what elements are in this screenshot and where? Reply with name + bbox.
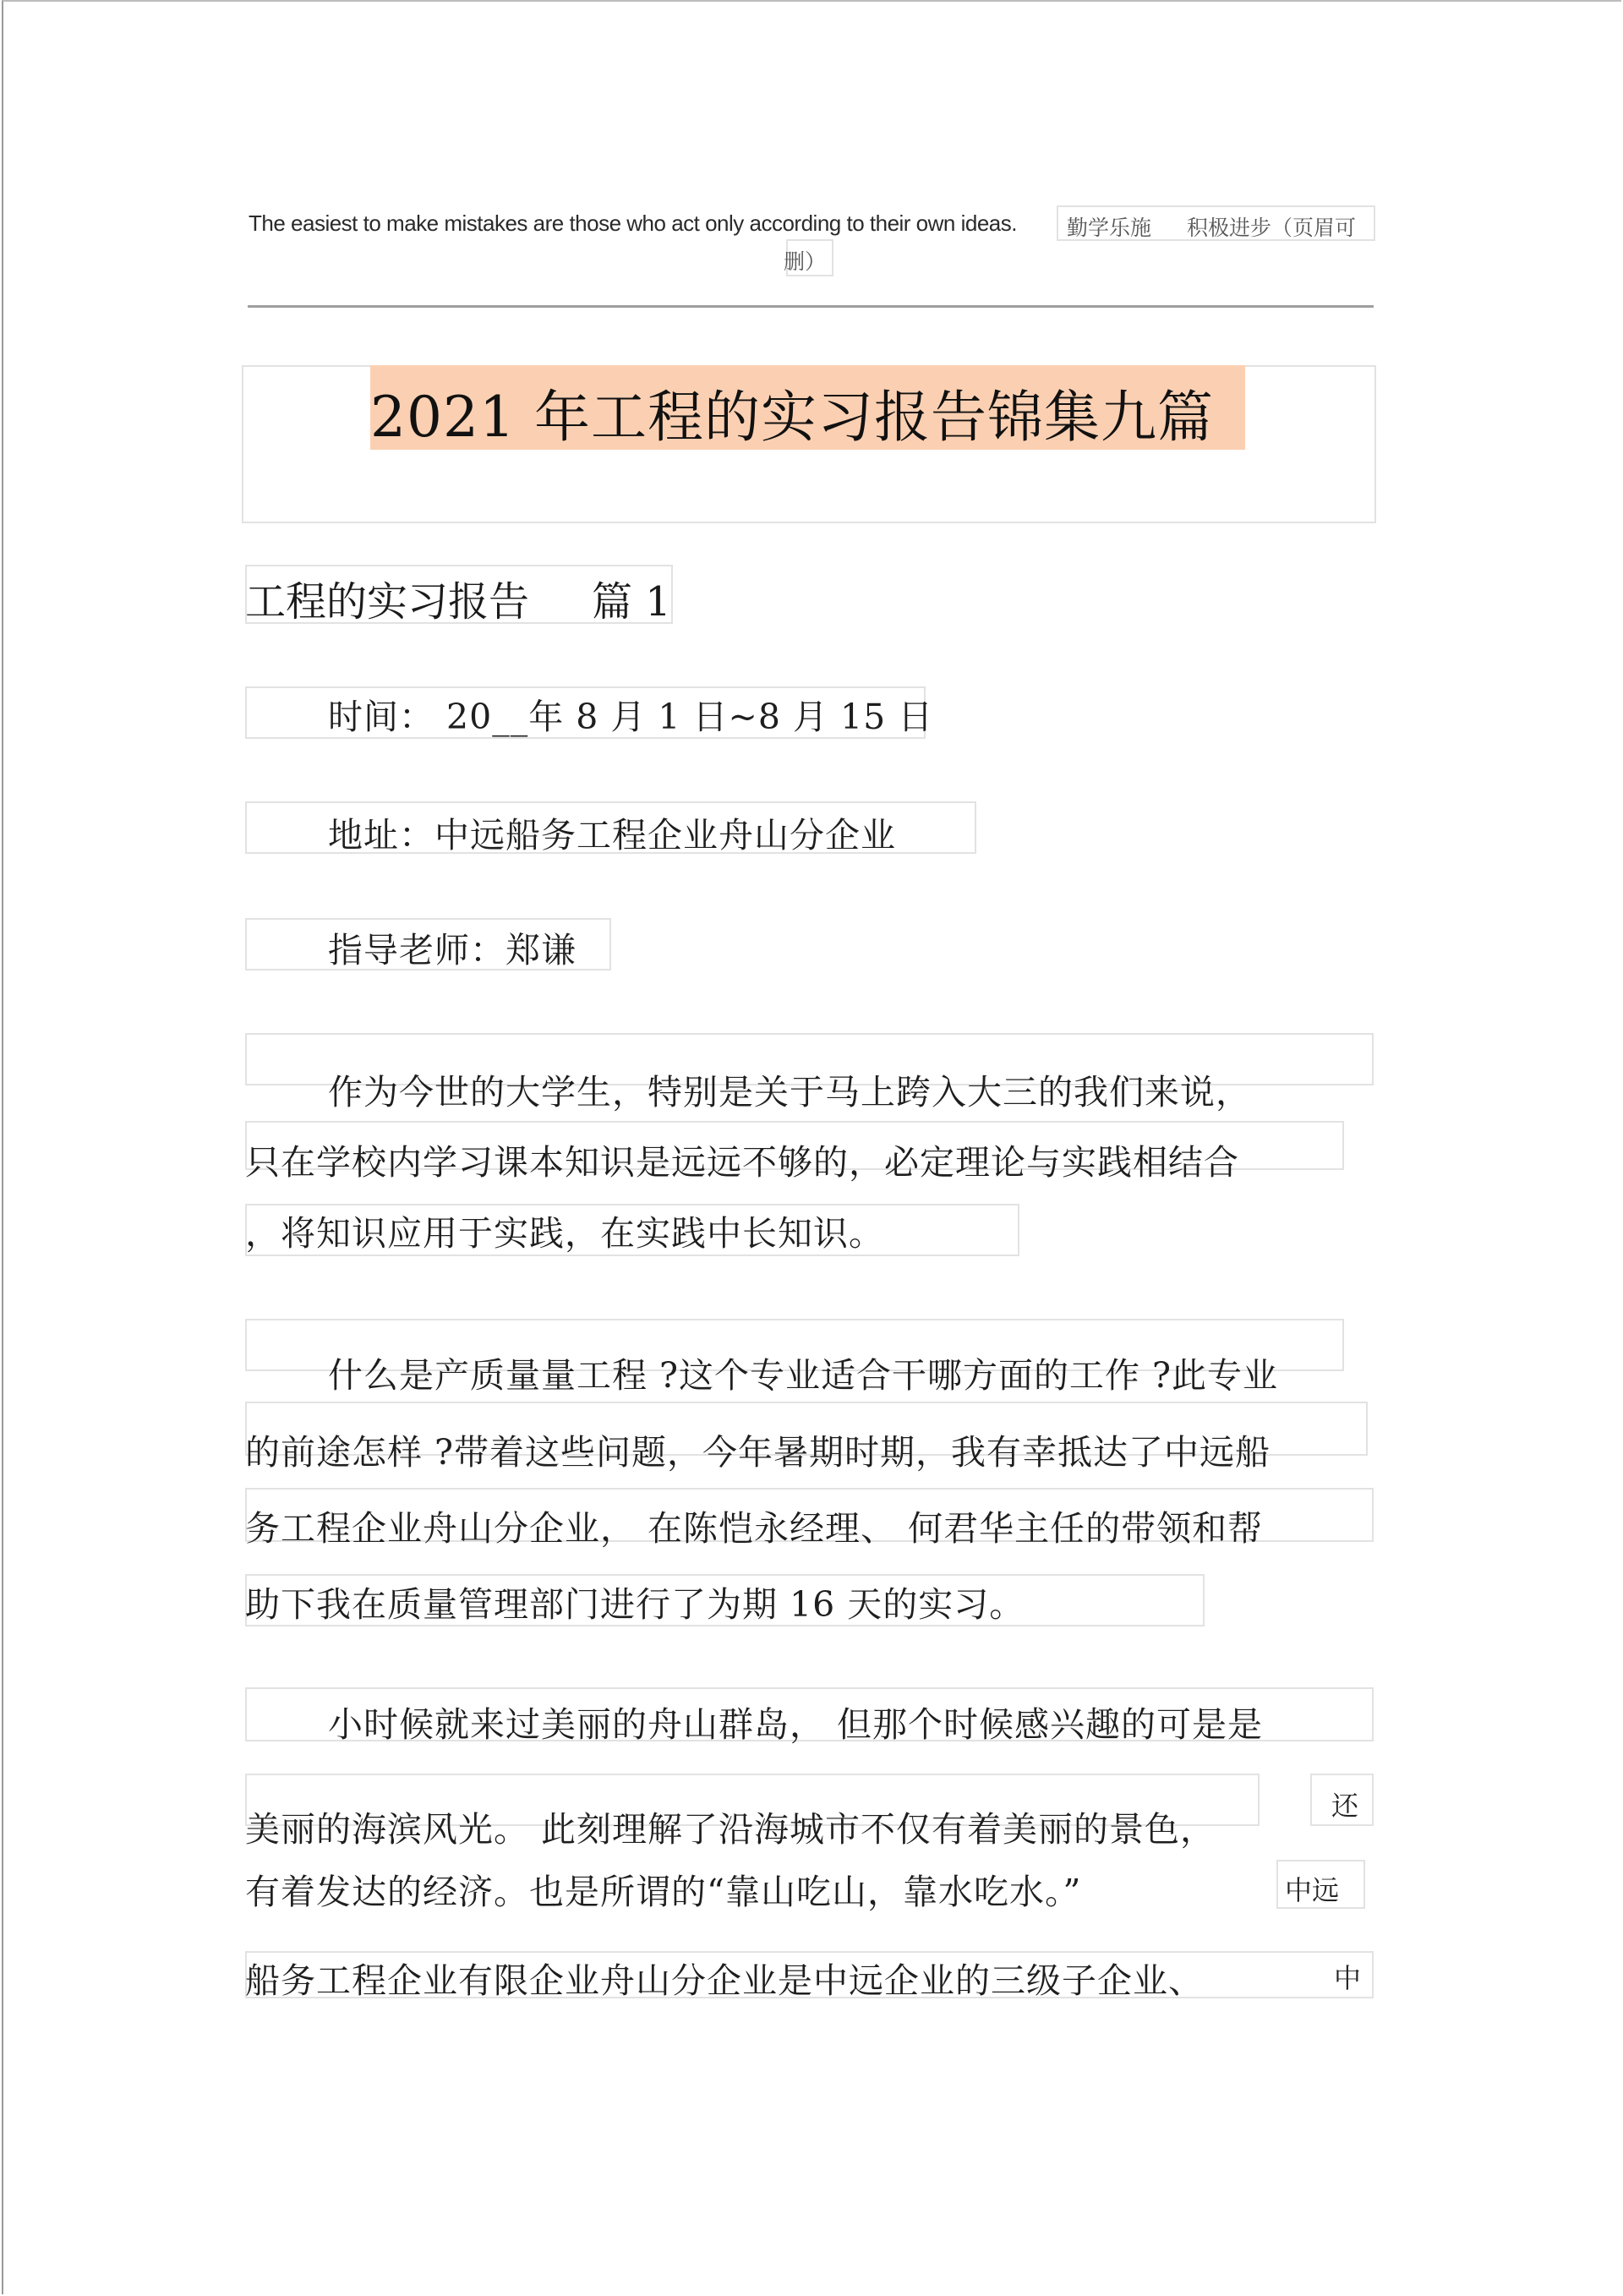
p3-side-3: 中 (1334, 1962, 1362, 1994)
p2-line-3: 务工程企业舟山分企业， 在陈恺永经理、 何君华主任的带领和帮 (245, 1508, 1264, 1549)
section-heading: 工程的实习报告 (245, 578, 530, 626)
p3-line-1: 小时候就来过美丽的舟山群岛， 但那个时候感兴趣的可是是 (328, 1704, 1264, 1745)
header-motto-cn-1: 勤学乐施 (1067, 216, 1152, 240)
header-motto-cn-3: 删） (784, 249, 827, 274)
p1-line-3: ，将知识应用于实践，在实践中长知识。 (245, 1213, 884, 1254)
header-motto-en: The easiest to make mistakes are those who act only according to their own ideas. (249, 210, 1017, 236)
header-rule (248, 305, 1374, 308)
header-motto-cn-2: 积极进步（页眉可 (1187, 216, 1357, 240)
p2-line-4: 助下我在质量管理部门进行了为期 16 天的实习。 (245, 1584, 1025, 1625)
p2-line-1: 什么是产质量量工程 ?这个专业适合干哪方面的工作 ?此专业 (328, 1355, 1279, 1396)
section-number: 篇 1 (592, 578, 671, 626)
document-title: 2021 年工程的实习报告锦集九篇 (370, 385, 1214, 450)
p1-line-1: 作为今世的大学生，特别是关于马上跨入大三的我们来说， (328, 1072, 1251, 1112)
p2-line-2: 的前途怎样 ?带着这些问题，今年暑期时期，我有幸抵达了中远船 (245, 1432, 1271, 1473)
p3-side-1: 还 (1331, 1790, 1359, 1822)
p3-side-2: 中远 (1285, 1874, 1340, 1906)
p3-line-3: 有着发达的经济。也是所谓的“靠山吃山，靠水吃水。” (245, 1872, 1082, 1912)
meta-time: 时间： 20__年 8 月 1 日~8 月 15 日 (328, 697, 934, 737)
p3-line-2: 美丽的海滨风光。 此刻理解了沿海城市不仅有着美丽的景色， (245, 1809, 1216, 1850)
p3-line-4: 船务工程企业有限企业舟山分企业是中远企业的三级子企业、 (245, 1960, 1204, 2001)
meta-advisor: 指导老师：郑谦 (328, 930, 577, 970)
meta-address: 地址：中远船务工程企业舟山分企业 (328, 815, 896, 856)
p1-line-2: 只在学校内学习课本知识是远远不够的，必定理论与实践相结合 (245, 1142, 1239, 1183)
